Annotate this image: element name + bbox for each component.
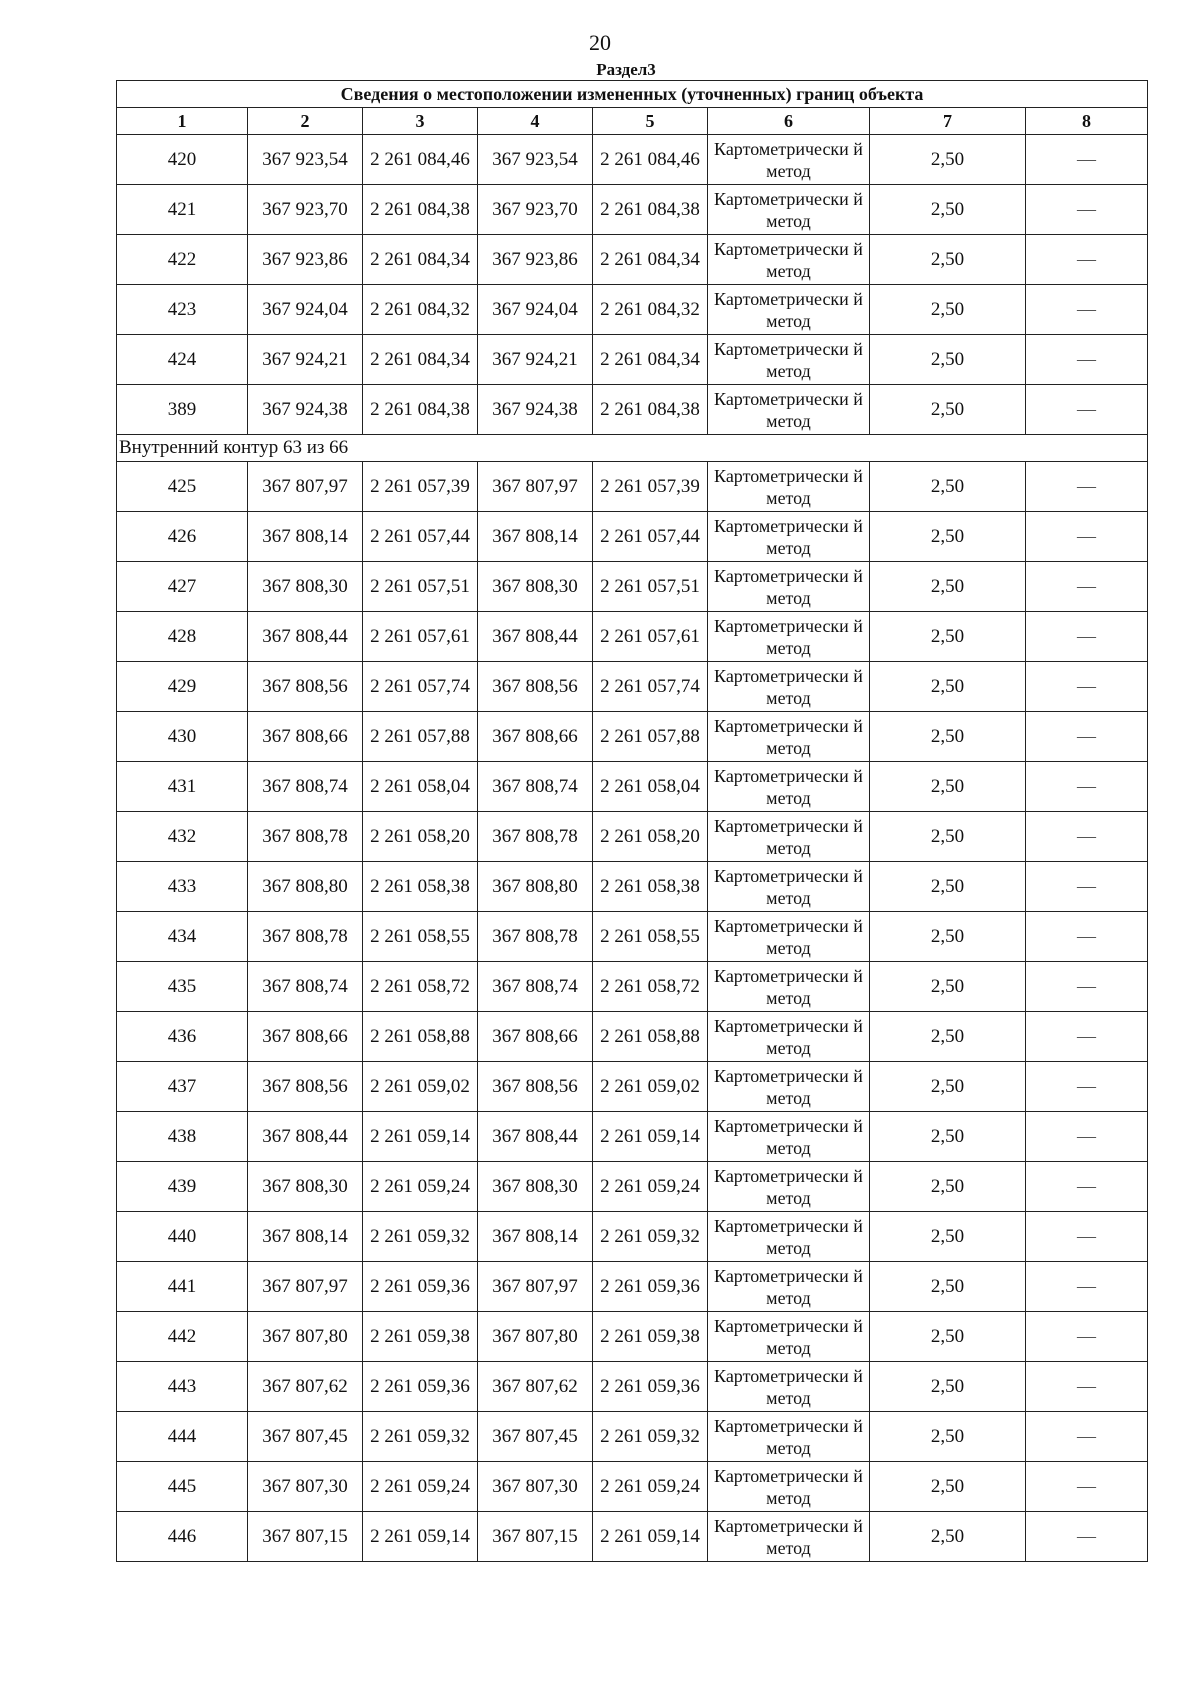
- x-coordinate-new-cell: 367 808,66: [478, 1012, 593, 1062]
- method-cell: Картометрически й метод: [708, 1162, 870, 1212]
- x-coordinate-new-cell: 367 808,80: [478, 862, 593, 912]
- y-coordinate-cell: 2 261 084,32: [363, 285, 478, 335]
- y-coordinate-cell: 2 261 059,38: [363, 1312, 478, 1362]
- table-row: [117, 1262, 1148, 1312]
- table-row: [117, 1412, 1148, 1462]
- point-number-cell: 442: [117, 1312, 248, 1362]
- accuracy-cell: 2,50: [870, 662, 1026, 712]
- point-number-cell: 425: [117, 462, 248, 512]
- y-coordinate-new-cell: 2 261 058,72: [593, 962, 708, 1012]
- y-coordinate-new-cell: 2 261 058,55: [593, 912, 708, 962]
- point-number-cell: 437: [117, 1062, 248, 1112]
- x-coordinate-cell: 367 808,56: [248, 1062, 363, 1112]
- y-coordinate-cell: 2 261 059,24: [363, 1162, 478, 1212]
- y-coordinate-cell: 2 261 059,14: [363, 1512, 478, 1562]
- x-coordinate-new-cell: 367 923,54: [478, 135, 593, 185]
- y-coordinate-new-cell: 2 261 059,02: [593, 1062, 708, 1112]
- x-coordinate-cell: 367 807,30: [248, 1462, 363, 1512]
- y-coordinate-cell: 2 261 057,88: [363, 712, 478, 762]
- section-title: Раздел3: [596, 60, 656, 79]
- x-coordinate-new-cell: 367 807,62: [478, 1362, 593, 1412]
- table-row: [117, 185, 1148, 235]
- accuracy-cell: 2,50: [870, 562, 1026, 612]
- note-cell: —: [1026, 862, 1148, 912]
- y-coordinate-cell: 2 261 057,51: [363, 562, 478, 612]
- note-cell: —: [1026, 612, 1148, 662]
- accuracy-cell: 2,50: [870, 1312, 1026, 1362]
- x-coordinate-new-cell: 367 808,66: [478, 712, 593, 762]
- method-cell: Картометрически й метод: [708, 612, 870, 662]
- y-coordinate-new-cell: 2 261 058,20: [593, 812, 708, 862]
- point-number-cell: 422: [117, 235, 248, 285]
- table-row: [117, 562, 1148, 612]
- y-coordinate-new-cell: 2 261 057,44: [593, 512, 708, 562]
- accuracy-cell: 2,50: [870, 712, 1026, 762]
- y-coordinate-cell: 2 261 058,04: [363, 762, 478, 812]
- table-row: [117, 1012, 1148, 1062]
- y-coordinate-cell: 2 261 059,24: [363, 1462, 478, 1512]
- x-coordinate-new-cell: 367 807,97: [478, 462, 593, 512]
- x-coordinate-new-cell: 367 808,56: [478, 1062, 593, 1112]
- table-row: [117, 712, 1148, 762]
- note-cell: —: [1026, 762, 1148, 812]
- point-number-cell: 443: [117, 1362, 248, 1412]
- note-cell: —: [1026, 1012, 1148, 1062]
- note-cell: —: [1026, 1412, 1148, 1462]
- table-body-part2: [117, 462, 1148, 1562]
- method-cell: Картометрически й метод: [708, 1012, 870, 1062]
- note-cell: —: [1026, 1062, 1148, 1112]
- x-coordinate-new-cell: 367 808,14: [478, 1212, 593, 1262]
- table-row: [117, 1062, 1148, 1112]
- column-header: 2: [248, 108, 363, 135]
- point-number-cell: 424: [117, 335, 248, 385]
- accuracy-cell: 2,50: [870, 385, 1026, 435]
- method-cell: Картометрически й метод: [708, 235, 870, 285]
- y-coordinate-new-cell: 2 261 084,46: [593, 135, 708, 185]
- contour-label: Внутренний контур 63 из 66: [117, 435, 1148, 462]
- y-coordinate-cell: 2 261 057,61: [363, 612, 478, 662]
- x-coordinate-new-cell: 367 807,30: [478, 1462, 593, 1512]
- point-number-cell: 389: [117, 385, 248, 435]
- note-cell: —: [1026, 1162, 1148, 1212]
- y-coordinate-new-cell: 2 261 059,24: [593, 1462, 708, 1512]
- x-coordinate-new-cell: 367 924,38: [478, 385, 593, 435]
- note-cell: —: [1026, 185, 1148, 235]
- y-coordinate-cell: 2 261 058,38: [363, 862, 478, 912]
- x-coordinate-cell: 367 808,66: [248, 712, 363, 762]
- column-header: 7: [870, 108, 1026, 135]
- x-coordinate-cell: 367 923,54: [248, 135, 363, 185]
- point-number-cell: 436: [117, 1012, 248, 1062]
- method-cell: Картометрически й метод: [708, 512, 870, 562]
- y-coordinate-new-cell: 2 261 057,74: [593, 662, 708, 712]
- y-coordinate-new-cell: 2 261 084,34: [593, 335, 708, 385]
- accuracy-cell: 2,50: [870, 962, 1026, 1012]
- x-coordinate-cell: 367 807,62: [248, 1362, 363, 1412]
- point-number-cell: 440: [117, 1212, 248, 1262]
- method-cell: Картометрически й метод: [708, 1312, 870, 1362]
- method-cell: Картометрически й метод: [708, 1262, 870, 1312]
- point-number-cell: 441: [117, 1262, 248, 1312]
- note-cell: —: [1026, 235, 1148, 285]
- method-cell: Картометрически й метод: [708, 912, 870, 962]
- y-coordinate-cell: 2 261 059,36: [363, 1262, 478, 1312]
- column-header: 4: [478, 108, 593, 135]
- table-row: [117, 385, 1148, 435]
- y-coordinate-cell: 2 261 059,02: [363, 1062, 478, 1112]
- x-coordinate-cell: 367 807,80: [248, 1312, 363, 1362]
- column-header: 8: [1026, 108, 1148, 135]
- table-row: [117, 135, 1148, 185]
- table-row: [117, 335, 1148, 385]
- point-number-cell: 421: [117, 185, 248, 235]
- x-coordinate-new-cell: 367 808,30: [478, 1162, 593, 1212]
- x-coordinate-new-cell: 367 808,30: [478, 562, 593, 612]
- x-coordinate-new-cell: 367 924,21: [478, 335, 593, 385]
- accuracy-cell: 2,50: [870, 1062, 1026, 1112]
- accuracy-cell: 2,50: [870, 1462, 1026, 1512]
- x-coordinate-new-cell: 367 808,56: [478, 662, 593, 712]
- x-coordinate-cell: 367 808,30: [248, 562, 363, 612]
- y-coordinate-cell: 2 261 084,34: [363, 235, 478, 285]
- table-row: [117, 235, 1148, 285]
- method-cell: Картометрически й метод: [708, 1062, 870, 1112]
- y-coordinate-new-cell: 2 261 084,32: [593, 285, 708, 335]
- x-coordinate-cell: 367 807,15: [248, 1512, 363, 1562]
- note-cell: —: [1026, 335, 1148, 385]
- note-cell: —: [1026, 385, 1148, 435]
- accuracy-cell: 2,50: [870, 1012, 1026, 1062]
- x-coordinate-cell: 367 808,78: [248, 912, 363, 962]
- method-cell: Картометрически й метод: [708, 662, 870, 712]
- y-coordinate-cell: 2 261 057,44: [363, 512, 478, 562]
- note-cell: —: [1026, 462, 1148, 512]
- method-cell: Картометрически й метод: [708, 135, 870, 185]
- table-row: [117, 862, 1148, 912]
- x-coordinate-new-cell: 367 808,74: [478, 962, 593, 1012]
- note-cell: —: [1026, 912, 1148, 962]
- x-coordinate-cell: 367 808,66: [248, 1012, 363, 1062]
- table-row: [117, 812, 1148, 862]
- x-coordinate-cell: 367 923,70: [248, 185, 363, 235]
- method-cell: Картометрически й метод: [708, 562, 870, 612]
- note-cell: —: [1026, 135, 1148, 185]
- contour-section: [117, 435, 1148, 462]
- x-coordinate-cell: 367 808,30: [248, 1162, 363, 1212]
- note-cell: —: [1026, 1312, 1148, 1362]
- table-row: [117, 1462, 1148, 1512]
- y-coordinate-new-cell: 2 261 058,04: [593, 762, 708, 812]
- method-cell: Картометрически й метод: [708, 1412, 870, 1462]
- point-number-cell: 439: [117, 1162, 248, 1212]
- note-cell: —: [1026, 562, 1148, 612]
- y-coordinate-new-cell: 2 261 057,61: [593, 612, 708, 662]
- note-cell: —: [1026, 1512, 1148, 1562]
- note-cell: —: [1026, 662, 1148, 712]
- table-row: [117, 285, 1148, 335]
- x-coordinate-cell: 367 808,14: [248, 512, 363, 562]
- x-coordinate-new-cell: 367 808,44: [478, 612, 593, 662]
- point-number-cell: 429: [117, 662, 248, 712]
- y-coordinate-new-cell: 2 261 058,38: [593, 862, 708, 912]
- x-coordinate-cell: 367 924,38: [248, 385, 363, 435]
- y-coordinate-cell: 2 261 058,88: [363, 1012, 478, 1062]
- note-cell: —: [1026, 1212, 1148, 1262]
- accuracy-cell: 2,50: [870, 812, 1026, 862]
- y-coordinate-new-cell: 2 261 059,36: [593, 1262, 708, 1312]
- x-coordinate-cell: 367 923,86: [248, 235, 363, 285]
- table-row: [117, 512, 1148, 562]
- accuracy-cell: 2,50: [870, 1112, 1026, 1162]
- y-coordinate-new-cell: 2 261 084,38: [593, 185, 708, 235]
- point-number-cell: 428: [117, 612, 248, 662]
- page-number: 20: [589, 30, 611, 55]
- x-coordinate-cell: 367 807,97: [248, 1262, 363, 1312]
- table-row: [117, 1362, 1148, 1412]
- point-number-cell: 431: [117, 762, 248, 812]
- point-number-cell: 427: [117, 562, 248, 612]
- point-number-cell: 445: [117, 1462, 248, 1512]
- accuracy-cell: 2,50: [870, 612, 1026, 662]
- method-cell: Картометрически й метод: [708, 1362, 870, 1412]
- y-coordinate-cell: 2 261 059,32: [363, 1212, 478, 1262]
- x-coordinate-new-cell: 367 808,14: [478, 512, 593, 562]
- table-row: [117, 662, 1148, 712]
- method-cell: Картометрически й метод: [708, 385, 870, 435]
- y-coordinate-new-cell: 2 261 057,51: [593, 562, 708, 612]
- y-coordinate-new-cell: 2 261 059,14: [593, 1112, 708, 1162]
- y-coordinate-cell: 2 261 057,74: [363, 662, 478, 712]
- column-header: 3: [363, 108, 478, 135]
- x-coordinate-new-cell: 367 807,45: [478, 1412, 593, 1462]
- point-number-cell: 426: [117, 512, 248, 562]
- accuracy-cell: 2,50: [870, 862, 1026, 912]
- x-coordinate-new-cell: 367 807,15: [478, 1512, 593, 1562]
- point-number-cell: 420: [117, 135, 248, 185]
- method-cell: Картометрически й метод: [708, 1462, 870, 1512]
- note-cell: —: [1026, 1262, 1148, 1312]
- y-coordinate-cell: 2 261 058,55: [363, 912, 478, 962]
- column-header: 6: [708, 108, 870, 135]
- y-coordinate-cell: 2 261 059,32: [363, 1412, 478, 1462]
- method-cell: Картометрически й метод: [708, 462, 870, 512]
- x-coordinate-cell: 367 808,80: [248, 862, 363, 912]
- note-cell: —: [1026, 1462, 1148, 1512]
- x-coordinate-new-cell: 367 808,78: [478, 912, 593, 962]
- table-row: [117, 962, 1148, 1012]
- y-coordinate-cell: 2 261 084,38: [363, 385, 478, 435]
- accuracy-cell: 2,50: [870, 1412, 1026, 1462]
- table-row: [117, 912, 1148, 962]
- note-cell: —: [1026, 1362, 1148, 1412]
- table-row: [117, 1212, 1148, 1262]
- accuracy-cell: 2,50: [870, 912, 1026, 962]
- method-cell: Картометрически й метод: [708, 1512, 870, 1562]
- table-row: [117, 462, 1148, 512]
- x-coordinate-new-cell: 367 923,70: [478, 185, 593, 235]
- method-cell: Картометрически й метод: [708, 712, 870, 762]
- accuracy-cell: 2,50: [870, 135, 1026, 185]
- accuracy-cell: 2,50: [870, 1162, 1026, 1212]
- note-cell: —: [1026, 285, 1148, 335]
- contour-row: [117, 435, 1148, 462]
- point-number-cell: 444: [117, 1412, 248, 1462]
- y-coordinate-new-cell: 2 261 059,32: [593, 1212, 708, 1262]
- accuracy-cell: 2,50: [870, 1262, 1026, 1312]
- accuracy-cell: 2,50: [870, 1362, 1026, 1412]
- table-row: [117, 612, 1148, 662]
- x-coordinate-cell: 367 808,74: [248, 762, 363, 812]
- point-number-cell: 446: [117, 1512, 248, 1562]
- x-coordinate-cell: 367 924,21: [248, 335, 363, 385]
- accuracy-cell: 2,50: [870, 462, 1026, 512]
- y-coordinate-cell: 2 261 059,14: [363, 1112, 478, 1162]
- table-body-part1: [117, 135, 1148, 435]
- method-cell: Картометрически й метод: [708, 962, 870, 1012]
- method-cell: Картометрически й метод: [708, 285, 870, 335]
- column-header: 5: [593, 108, 708, 135]
- accuracy-cell: 2,50: [870, 1212, 1026, 1262]
- y-coordinate-new-cell: 2 261 059,24: [593, 1162, 708, 1212]
- x-coordinate-cell: 367 808,56: [248, 662, 363, 712]
- method-cell: Картометрически й метод: [708, 185, 870, 235]
- accuracy-cell: 2,50: [870, 185, 1026, 235]
- y-coordinate-new-cell: 2 261 059,32: [593, 1412, 708, 1462]
- y-coordinate-new-cell: 2 261 057,39: [593, 462, 708, 512]
- table-title: Сведения о местоположении измененных (уточненных) границ объекта: [117, 81, 1148, 108]
- x-coordinate-new-cell: 367 924,04: [478, 285, 593, 335]
- column-header: 1: [117, 108, 248, 135]
- x-coordinate-new-cell: 367 808,74: [478, 762, 593, 812]
- note-cell: —: [1026, 512, 1148, 562]
- table-row: [117, 1512, 1148, 1562]
- x-coordinate-new-cell: 367 807,80: [478, 1312, 593, 1362]
- x-coordinate-cell: 367 808,74: [248, 962, 363, 1012]
- y-coordinate-new-cell: 2 261 059,36: [593, 1362, 708, 1412]
- method-cell: Картометрически й метод: [708, 812, 870, 862]
- note-cell: —: [1026, 712, 1148, 762]
- point-number-cell: 432: [117, 812, 248, 862]
- point-number-cell: 430: [117, 712, 248, 762]
- y-coordinate-new-cell: 2 261 057,88: [593, 712, 708, 762]
- x-coordinate-cell: 367 807,45: [248, 1412, 363, 1462]
- note-cell: —: [1026, 812, 1148, 862]
- accuracy-cell: 2,50: [870, 1512, 1026, 1562]
- x-coordinate-cell: 367 808,78: [248, 812, 363, 862]
- y-coordinate-new-cell: 2 261 059,38: [593, 1312, 708, 1362]
- column-number-row: [117, 108, 1148, 135]
- point-number-cell: 438: [117, 1112, 248, 1162]
- point-number-cell: 433: [117, 862, 248, 912]
- point-number-cell: 423: [117, 285, 248, 335]
- table-row: [117, 1312, 1148, 1362]
- x-coordinate-cell: 367 924,04: [248, 285, 363, 335]
- note-cell: —: [1026, 962, 1148, 1012]
- x-coordinate-cell: 367 807,97: [248, 462, 363, 512]
- y-coordinate-new-cell: 2 261 084,34: [593, 235, 708, 285]
- method-cell: Картометрически й метод: [708, 1212, 870, 1262]
- y-coordinate-cell: 2 261 084,38: [363, 185, 478, 235]
- y-coordinate-cell: 2 261 057,39: [363, 462, 478, 512]
- y-coordinate-cell: 2 261 058,20: [363, 812, 478, 862]
- table-row: [117, 1112, 1148, 1162]
- y-coordinate-new-cell: 2 261 059,14: [593, 1512, 708, 1562]
- method-cell: Картометрически й метод: [708, 762, 870, 812]
- point-number-cell: 435: [117, 962, 248, 1012]
- table-row: [117, 1162, 1148, 1212]
- y-coordinate-cell: 2 261 058,72: [363, 962, 478, 1012]
- y-coordinate-cell: 2 261 084,34: [363, 335, 478, 385]
- x-coordinate-cell: 367 808,14: [248, 1212, 363, 1262]
- x-coordinate-cell: 367 808,44: [248, 1112, 363, 1162]
- method-cell: Картометрически й метод: [708, 335, 870, 385]
- accuracy-cell: 2,50: [870, 762, 1026, 812]
- point-number-cell: 434: [117, 912, 248, 962]
- x-coordinate-new-cell: 367 808,44: [478, 1112, 593, 1162]
- method-cell: Картометрически й метод: [708, 862, 870, 912]
- method-cell: Картометрически й метод: [708, 1112, 870, 1162]
- table-row: [117, 762, 1148, 812]
- x-coordinate-cell: 367 808,44: [248, 612, 363, 662]
- y-coordinate-new-cell: 2 261 084,38: [593, 385, 708, 435]
- y-coordinate-cell: 2 261 059,36: [363, 1362, 478, 1412]
- accuracy-cell: 2,50: [870, 285, 1026, 335]
- y-coordinate-cell: 2 261 084,46: [363, 135, 478, 185]
- accuracy-cell: 2,50: [870, 335, 1026, 385]
- coordinates-table: [116, 80, 1148, 1562]
- x-coordinate-new-cell: 367 923,86: [478, 235, 593, 285]
- x-coordinate-new-cell: 367 808,78: [478, 812, 593, 862]
- x-coordinate-new-cell: 367 807,97: [478, 1262, 593, 1312]
- note-cell: —: [1026, 1112, 1148, 1162]
- accuracy-cell: 2,50: [870, 512, 1026, 562]
- y-coordinate-new-cell: 2 261 058,88: [593, 1012, 708, 1062]
- accuracy-cell: 2,50: [870, 235, 1026, 285]
